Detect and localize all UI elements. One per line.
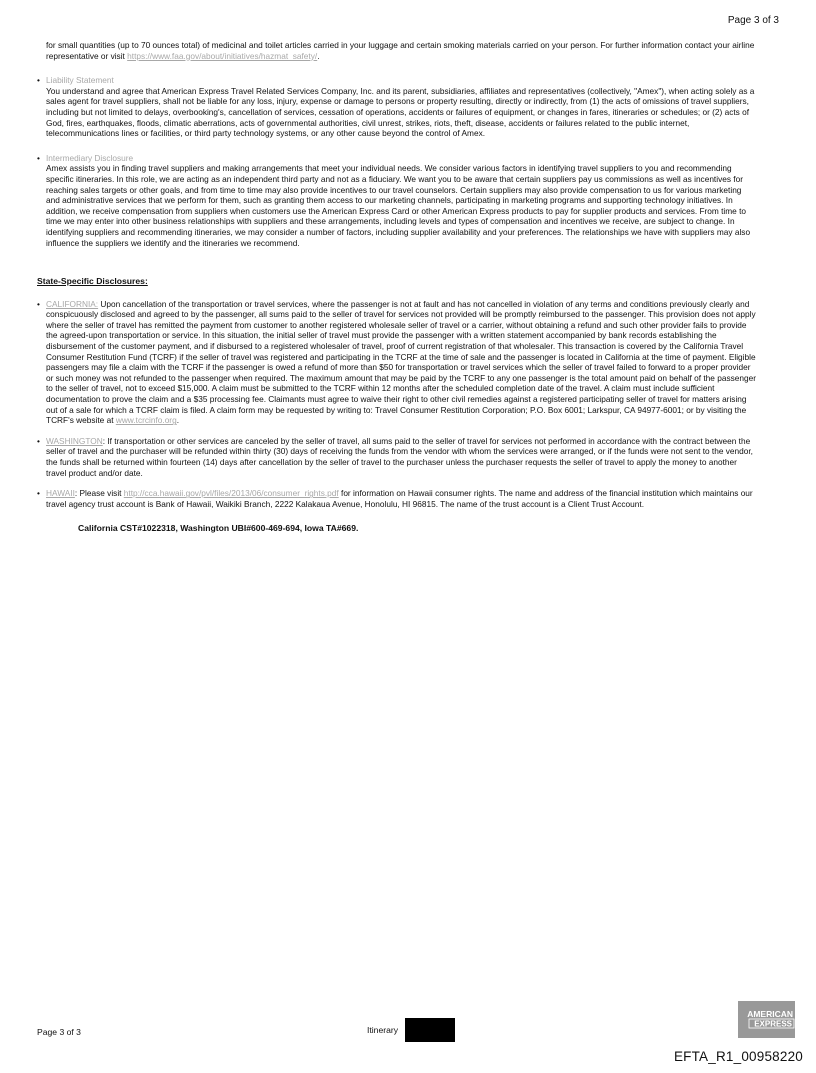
- liability-statement: [37, 75, 757, 139]
- liability-statement-body: You understand and agree that American Express Travel Related Services Company, Inc. and its parent, subsidiaries, affiliates and representatives (collectively, "Amex"), when acting solely as a sales agent for travel suppliers, shall not be liable for any loss, injury, expense or damage to persons or property resulting, directly or indirectly, from (1) the acts of omissions of travel suppliers, including but not limited to delays, overbooking's, cancellation of services, cessation of operations, accidents or failures of equipment, or changes in fares, itineraries or schedules; or (2) acts of God, fires, earthquakes, floods, climatic aberrations, acts of governmental authorities, civil unrest, strikes, riots, theft, disease, accidents or failures related to the public internet, telecommunications lines or facilities, or third party technology systems, or any other cause beyond the control of Amex.: [46, 85, 755, 139]
- intermediary-disclosure-title: Intermediary Disclosure: [46, 152, 134, 163]
- amex-logo: [738, 1001, 795, 1038]
- intermediary-disclosure: [37, 153, 757, 248]
- california-body: Upon cancellation of the transportation or travel services, where the passenger is not at fault and has not cancelled in violation of any terms and conditions previously clearly and conspicuously disclosed and agreed to by the passenger, all sums paid to the seller of travel for services not provided will be promptly reimbursed to the passenger. This provision does not apply where the seller of travel has remitted the payment from customer to another registered wholesale seller of travel or a carrier, without obtaining a refund and such other provider fails to provide the agreed-upon transportation or service. In this situation, the initial seller of travel must provide the passenger with a written statement accompanied by bank records establishing the disbursement of the customer payment, and if disbursed to a registered wholesaler of travel, proof of current registration of that wholesaler. This transaction is covered by the California Travel Consumer Restitution Fund (TCRF) if the seller of travel was registered and participating in the TCRF at the time of sale and the passenger is located in California at the time of payment. Eligible passengers may file a claim with the TCRF if the passenger is owed a refund of more than $50 for transportation or travel services which the seller of travel failed to forward to a proper provider or such money was not refunded to the passenger when required. The maximum amount that may be paid by the TCRF to any one passenger is the total amount paid on behalf of the passenger to the seller of travel, not to exceed $15,000. A claim must be submitted to the TCRF within 12 months after the scheduled completion date of the travel. A claim must include sufficient documentation to prove the claim and a $35 processing fee. Claimants must agree to waive their right to other civil remedies against a registered participating seller of travel for matters arising out of a sale for which a TCRF claim is filed. A claim form may be requested by writing to: Travel Consumer Restitution Corporation; P.O. Box 6001; Larkspur, CA 94977-6001; or by visiting the TCRF's website at: [46, 298, 756, 426]
- bates-number: EFTA_R1_00958220: [673, 1049, 803, 1064]
- tcrf-website-link[interactable]: www.tcrcinfo.org: [115, 415, 177, 426]
- bullet: •: [37, 152, 40, 163]
- hawaii-body: for information on Hawaii consumer rights. The name and address of the financial institution which maintains our travel agency trust account is Bank of Hawaii, Waikiki Branch, 2222 Kalakaua Avenue, Honolulu, HI 96815. The name of the trust account is a Client Trust Account.: [46, 488, 753, 509]
- amex-logo-icon: [738, 1001, 795, 1038]
- document-body: [37, 40, 757, 534]
- redaction-block: [405, 1018, 455, 1042]
- bullet: •: [37, 298, 40, 309]
- state-disclosures-heading: State-Specific Disclosures:: [37, 276, 148, 287]
- bullet: •: [37, 75, 40, 86]
- hawaii-disclosure: • HAWAII: Please visit http://cca.hawaii.gov/pvl/files/2013/06/consumer_rights.pdf for information on Hawaii consumer rights. The name and address of the financial institution which maintains our travel agency trust account is Bank of Hawaii, Waikiki Branch, 2222 Kalakaua Avenue, Honolulu, HI 96815. The name of the trust account is a Client Trust Account.: [37, 488, 753, 509]
- washington-body: : If transportation or other services are canceled by the seller of travel, all sums paid to the seller of travel for services not performed in accordance with the contract between the seller of travel and the purchaser will be refunded within thirty (30) days of receiving the funds from the vendor with whom the services were arranged, or if the funds were not sent to the vendor, the funds shall be returned within fourteen (14) days after cancellation by the seller of travel to the purchaser unless the purchaser requests the seller of travel to apply the money to another travel product and/or date.: [46, 435, 753, 478]
- faa-hazmat-link[interactable]: https://www.faa.gov/about/initiatives/hazmat_safety/: [127, 50, 318, 61]
- intermediary-disclosure-body: Amex assists you in finding travel suppliers and making arrangements that meet your individual needs. We consider various factors in identifying travel suppliers to you and recommending specific itineraries. In this role, we are acting as an independent third party and not as a fiduciary. We want you to be aware that certain suppliers pay us commissions as well as incentives for reaching sales targets or other goals, and from time to time may also provide incentives to our travel counselors. Certain suppliers may also provide compensation to us for various marketing and administrative services that we perform for them, such as granting them access to our marketing channels, participating in marketing programs and supporting technology initiatives. In addition, we receive compensation from suppliers when customers use the American Express Card or other American Express products to pay for supplier products and services. From time to time we may enter into other business relationships with suppliers and these arrangements, including levels and types of compensation and incentives we receive, are subject to change. In identifying suppliers and recommending itineraries, we may consider a number of factors, including supplier availability and your preferences. The relationships we have with suppliers may also influence the suppliers we identify and the itineraries we recommend.: [46, 163, 751, 248]
- hawaii-label: HAWAII: [46, 488, 75, 499]
- california-label: CALIFORNIA:: [46, 298, 99, 309]
- california-disclosure: • CALIFORNIA: Upon cancellation of the transportation or travel services, where the passenger is not at fault and has not cancelled in violation of any terms and conditions previously clearly and conspicuously disclosed and agreed to by the passenger, all sums paid to the seller of travel for services not provided will be promptly reimbursed to the passenger. This provision does not apply where the seller of travel has remitted the payment from customer to another registered wholesale seller of travel or a carrier, without obtaining a refund and such other provider fails to provide the agreed-upon transportation or service. In this situation, the initial seller of travel must provide the passenger with a written statement accompanied by bank records establishing the disbursement of the customer payment, and if disbursed to a registered wholesaler of travel, proof of current registration of that wholesaler. This transaction is covered by the California Travel Consumer Restitution Fund (TCRF) if the seller of travel was registered and participating in the TCRF at the time of sale and the passenger is located in California at the time of payment. Eligible passengers may file a claim with the TCRF if the passenger is owed a refund of more than $50 for transportation or travel services which the seller of travel failed to forward to a proper provider or such money was not refunded to the passenger when required. The maximum amount that may be paid by the TCRF to any one passenger is the total amount paid on behalf of the passenger to the seller of travel, not to exceed $15,000. A claim must be submitted to the TCRF within 12 months after the scheduled completion date of the travel. A claim must include sufficient documentation to prove the claim and a $35 processing fee. Claimants must agree to waive their right to other civil remedies against a registered participating seller of travel for matters arising out of a sale for which a TCRF claim is filed. A claim form may be requested by writing to: Travel Consumer Restitution Corporation; P.O. Box 6001; Larkspur, CA 94977-6001; or by visiting the TCRF's website at www.tcrcinfo.org.: [37, 298, 756, 426]
- license-numbers: California CST#1022318, Washington UBI#600-469-694, Iowa TA#669.: [78, 523, 359, 534]
- amex-logo-line2: EXPRESS: [754, 1019, 792, 1029]
- hawaii-consumer-rights-link[interactable]: http://cca.hawaii.gov/pvl/files/2013/06/consumer_rights.pdf: [123, 488, 339, 499]
- washington-disclosure: [37, 436, 757, 478]
- footer-page-number: Page 3 of 3: [37, 1027, 81, 1037]
- amex-logo-line1: AMERICAN: [747, 1009, 793, 1019]
- bullet: •: [37, 488, 40, 499]
- liability-statement-title: Liability Statement: [46, 75, 114, 86]
- washington-label: WASHINGTON: [46, 435, 103, 446]
- footer-itinerary-label: Itinerary: [367, 1025, 399, 1035]
- hazmat-continuation: for small quantities (up to 70 ounces total) of medicinal and toilet articles carried in your luggage and certain smoking materials carried on your person. For further information contact your airline representative or visit https://www.faa.gov/about/initiatives/hazmat_safety/.: [46, 40, 755, 61]
- bullet: •: [37, 435, 40, 446]
- header-page-number: Page 3 of 3: [727, 15, 779, 26]
